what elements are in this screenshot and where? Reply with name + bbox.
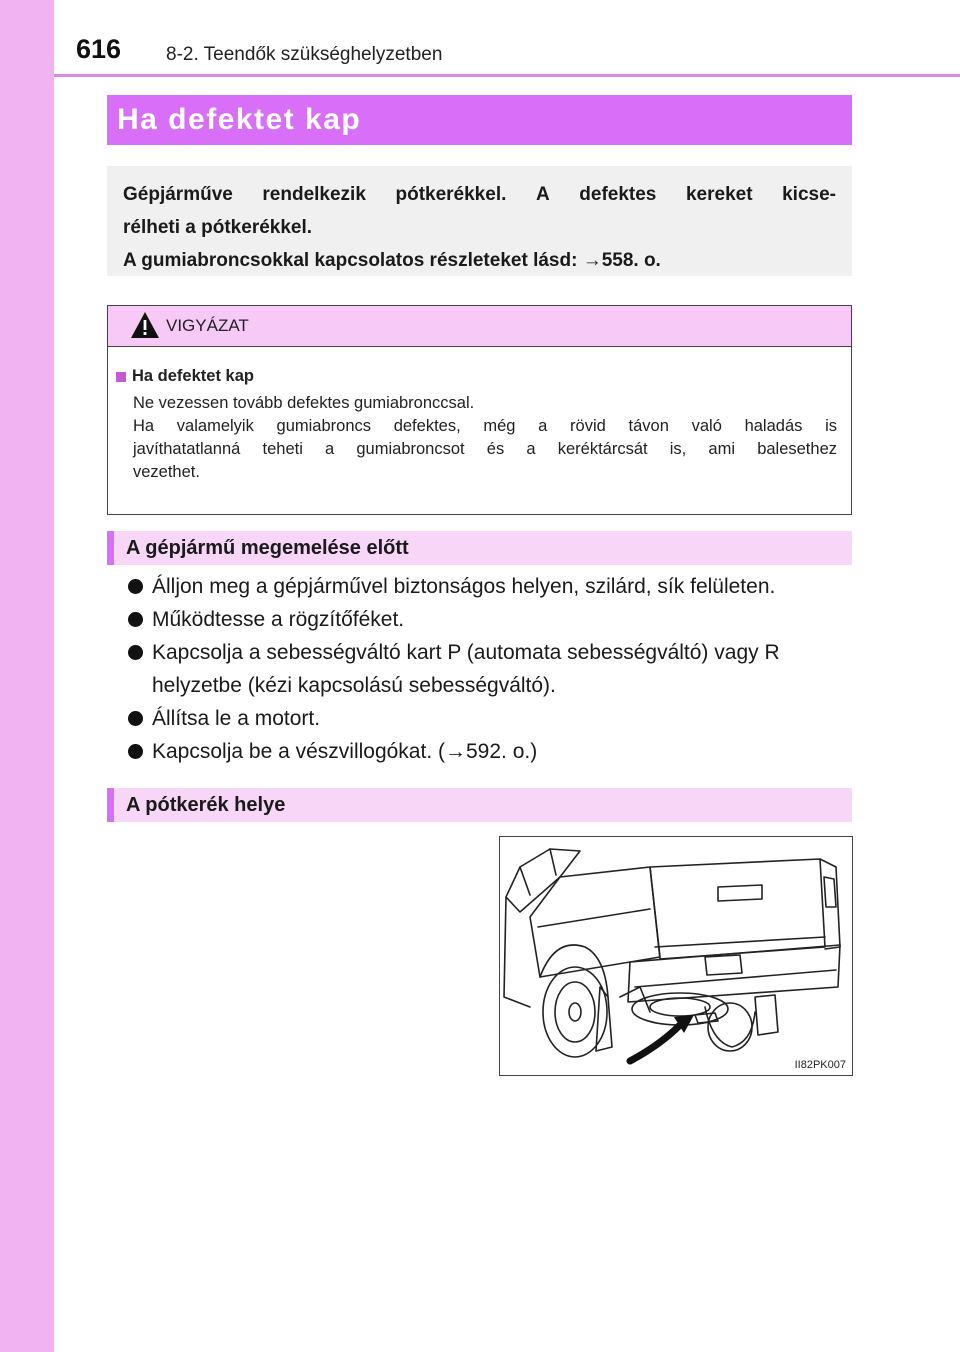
intro-line-2: rélheti a pótkerékkel.: [123, 217, 313, 238]
before-lifting-heading: A gépjármű megemelése előtt: [107, 531, 852, 565]
pickup-truck-rear-illustration: [500, 837, 852, 1075]
intro-word: rendelkezik: [262, 184, 366, 205]
bullet-icon: [128, 645, 143, 660]
page-number: 616: [76, 34, 122, 64]
intro-line-3: A gumiabroncsokkal kapcsolatos részleteket lásd: →558. o.: [123, 250, 661, 271]
list-item: [128, 735, 858, 768]
warning-line: vezethet.: [133, 463, 200, 481]
list-item-text: Kapcsolja be a vészvillogókat. (→592. o.): [152, 740, 538, 763]
warning-title: VIGYÁZAT: [166, 316, 249, 335]
warning-box: [107, 305, 852, 515]
warning-body: [108, 347, 851, 484]
warning-subheading: [116, 365, 837, 388]
list-item: [128, 702, 858, 735]
intro-box: [107, 166, 852, 276]
bullet-icon: [128, 744, 143, 759]
warning-line: Ne vezessen tovább defektes gumiabronccsal.: [133, 394, 475, 412]
list-item: [128, 603, 858, 636]
bullet-icon: [128, 579, 143, 594]
bullet-icon: [128, 612, 143, 627]
warning-line: Ha valamelyik gumiabroncs defektes, még a rövid távon való haladás is: [133, 417, 837, 435]
chapter-title: 8-2. Teendők szükséghelyzetben: [166, 44, 443, 65]
intro-word: A: [535, 184, 550, 205]
list-item: [128, 570, 858, 603]
bullet-icon: [128, 711, 143, 726]
warning-text: [116, 392, 837, 484]
intro-word: kicse-: [782, 184, 836, 205]
intro-word: kereket: [685, 184, 753, 205]
intro-word: defektes: [579, 184, 657, 205]
list-item-text: Működtesse a rögzítőféket.: [152, 608, 405, 631]
list-item: [128, 636, 858, 702]
section-title: Ha defektet kap: [107, 95, 852, 145]
warning-triangle-icon: [130, 311, 160, 339]
warning-subheading-text: Ha defektet kap: [132, 367, 254, 385]
spare-tire-illustration: [499, 836, 853, 1076]
intro-word: pótkerékkel.: [395, 184, 507, 205]
list-item-text: Álljon meg a gépjárművel biztonságos helyen, szilárd, sík felületen.: [152, 575, 776, 598]
intro-line-1: [123, 178, 836, 211]
list-item-text: Állítsa le a motort.: [152, 707, 321, 730]
square-bullet-icon: [116, 372, 126, 382]
list-item-text: Kapcsolja a sebességváltó kart P (automata sebességváltó) vagy R helyzetbe (kézi kapcsolású sebességváltó).: [152, 641, 780, 697]
before-lifting-list: [128, 570, 858, 768]
side-strip: [0, 0, 54, 1352]
warning-line: javíthatatlanná teheti a gumiabroncsot és a keréktárcsát is, ami balesethez: [133, 440, 837, 458]
header-rule: [54, 74, 960, 77]
intro-word: Gépjárműve: [123, 184, 233, 205]
spare-location-heading: A pótkerék helye: [107, 788, 852, 822]
warning-header: [108, 306, 851, 347]
image-code: II82PK007: [794, 1059, 846, 1071]
